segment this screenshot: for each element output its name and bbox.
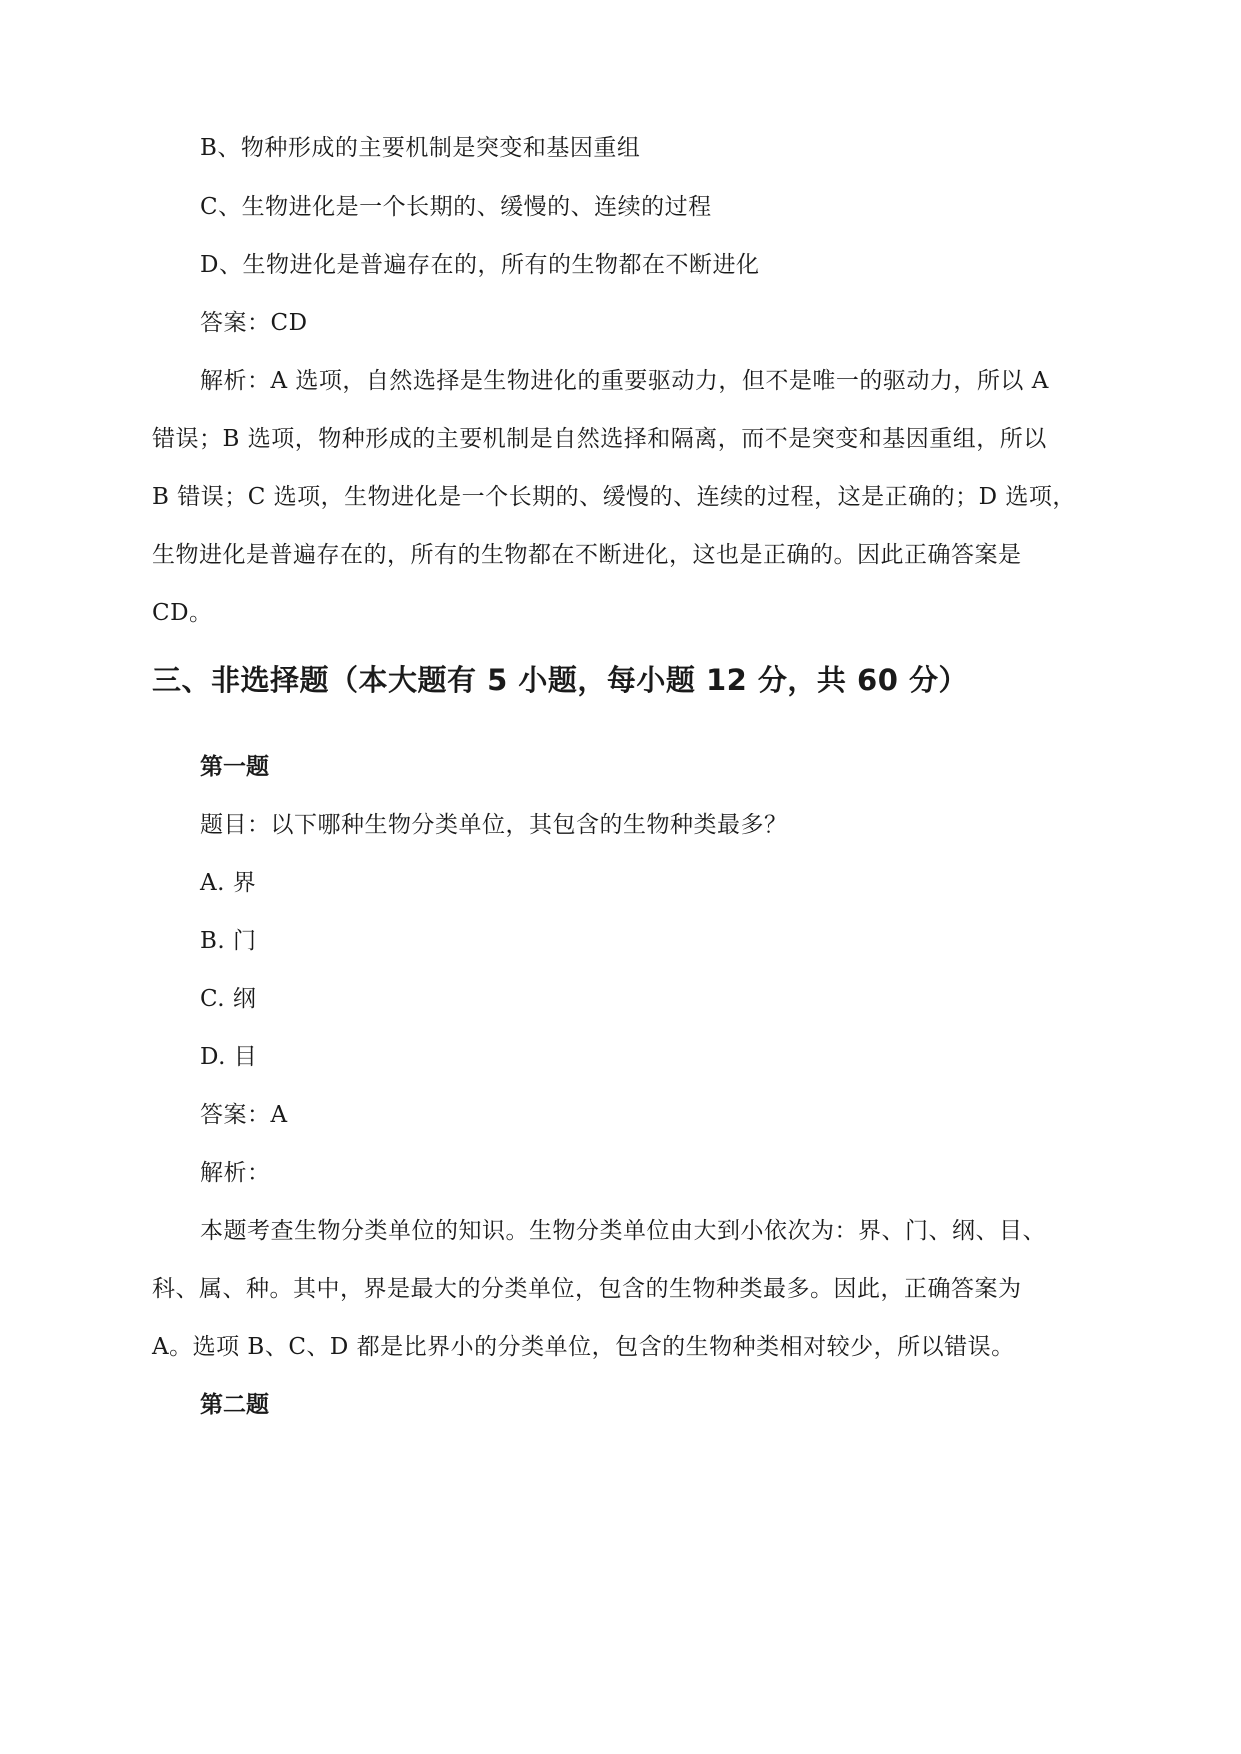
analysis-line: B 错误；C 选项，生物进化是一个长期的、缓慢的、连续的过程，这是正确的；D 选项， <box>152 484 1076 510</box>
analysis-line: 本题考查生物分类单位的知识。生物分类单位由大到小依次为：界、门、纲、目、 <box>200 1218 1046 1244</box>
option-c: C. 纲 <box>200 986 257 1012</box>
option-d: D. 目 <box>200 1044 258 1070</box>
analysis-line: A。选项 B、C、D 都是比界小的分类单位，包含的生物种类相对较少，所以错误。 <box>152 1334 1015 1360</box>
option-d: D、生物进化是普遍存在的，所有的生物都在不断进化 <box>200 252 760 278</box>
section-heading: 三、非选择题（本大题有 5 小题，每小题 12 分，共 60 分） <box>152 663 968 697</box>
question-prompt: 题目：以下哪种生物分类单位，其包含的生物种类最多？ <box>200 812 788 838</box>
option-a: A. 界 <box>200 870 257 896</box>
question-title: 第一题 <box>200 754 269 780</box>
analysis-line: 错误；B 选项，物种形成的主要机制是自然选择和隔离，而不是突变和基因重组，所以 <box>152 426 1047 452</box>
answer-line: 答案：CD <box>200 310 308 336</box>
option-c: C、生物进化是一个长期的、缓慢的、连续的过程 <box>200 194 712 220</box>
answer-line: 答案：A <box>200 1102 288 1128</box>
option-b: B. 门 <box>200 928 257 954</box>
analysis-line: 科、属、种。其中，界是最大的分类单位，包含的生物种类最多。因此，正确答案为 <box>152 1276 1022 1302</box>
analysis-line: 生物进化是普遍存在的，所有的生物都在不断进化，这也是正确的。因此正确答案是 <box>152 542 1022 568</box>
option-b: B、物种形成的主要机制是突变和基因重组 <box>200 135 641 161</box>
analysis-label: 解析： <box>200 1160 271 1186</box>
analysis-line: 解析：A 选项，自然选择是生物进化的重要驱动力，但不是唯一的驱动力，所以 A <box>200 368 1049 394</box>
question-title: 第二题 <box>200 1392 269 1418</box>
analysis-line: CD。 <box>152 600 213 626</box>
